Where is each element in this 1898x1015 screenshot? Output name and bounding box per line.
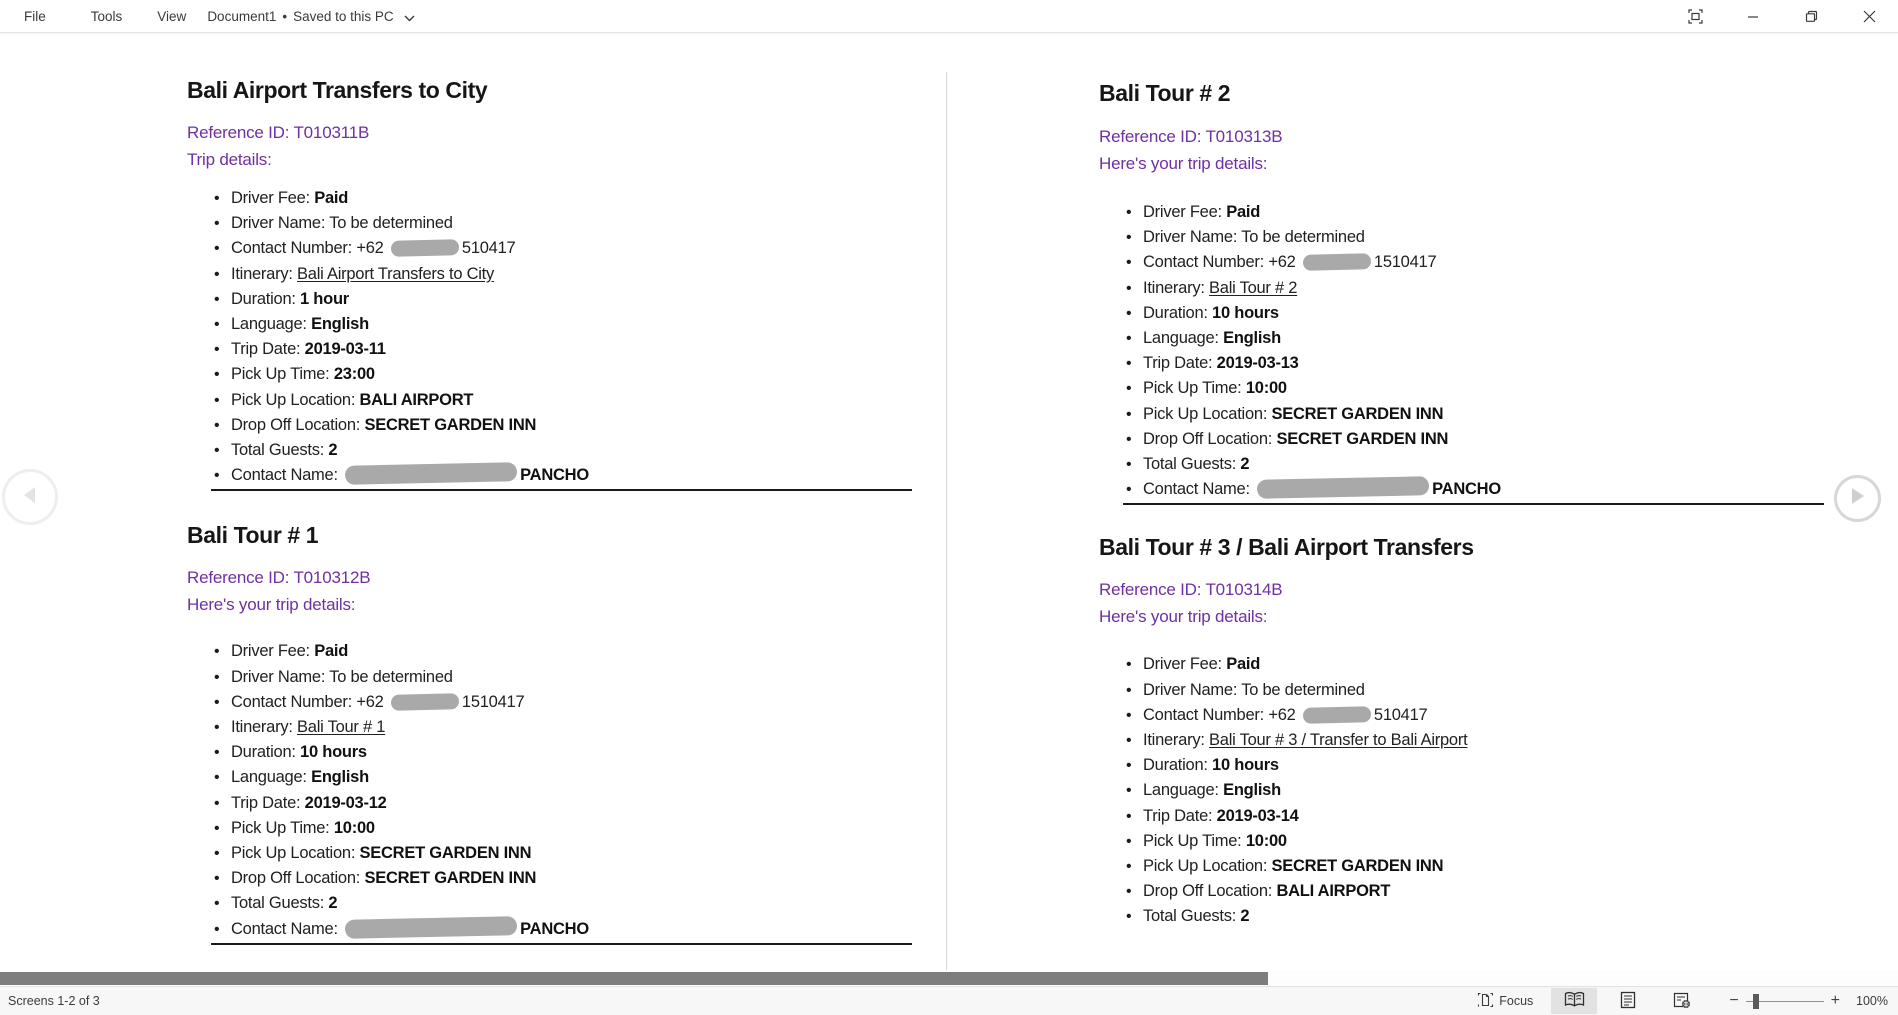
detail-item	[187, 791, 929, 816]
detail-text: Total Guests:	[231, 441, 329, 460]
web-layout-icon	[1673, 991, 1691, 1012]
chevron-down-icon	[404, 10, 415, 25]
detail-text: PANCHO	[520, 919, 589, 938]
focus-button[interactable]	[1463, 987, 1547, 1015]
status-bar	[0, 986, 1898, 1015]
detail-text: Duration:	[231, 289, 301, 308]
detail-text: Pick Up Location:	[1143, 404, 1272, 423]
read-mode-icon	[1564, 991, 1585, 1011]
redaction-blob	[1257, 476, 1429, 499]
detail-item	[187, 639, 929, 664]
detail-text: 2019-03-11	[304, 340, 386, 359]
detail-item	[1099, 452, 1841, 477]
redaction-blob	[345, 916, 517, 939]
print-layout-icon	[1620, 991, 1636, 1012]
detail-item	[1099, 804, 1841, 829]
detail-text: Driver Name:	[1143, 228, 1242, 247]
detail-text: 23:00	[333, 365, 375, 384]
detail-item	[187, 917, 929, 942]
restore-icon	[1805, 10, 1818, 23]
detail-text: Itinerary:	[231, 264, 298, 283]
detail-item	[1099, 728, 1841, 753]
detail-item	[187, 236, 929, 261]
detail-text: Contact Number:	[231, 692, 357, 711]
detail-text: Paid	[1226, 203, 1261, 221]
detail-text: Trip Date:	[231, 340, 305, 359]
detail-item	[1099, 753, 1841, 778]
detail-item	[1099, 402, 1841, 427]
document-page-1	[187, 33, 929, 945]
detail-text: To be determined	[1241, 680, 1365, 699]
detail-text: SECRET GARDEN INN	[359, 844, 532, 863]
detail-item	[187, 337, 929, 362]
redaction-blob	[1303, 706, 1371, 724]
section-title: Bali Tour # 3 / Bali Airport Transfers	[1099, 534, 1474, 561]
detail-text: Language:	[1143, 781, 1224, 800]
detail-text: 2	[328, 894, 338, 913]
detail-text: Itinerary:	[1143, 278, 1210, 297]
detail-text: Duration:	[1143, 756, 1213, 775]
detail-text: Driver Name:	[1143, 680, 1242, 699]
detail-text: Pick Up Location:	[231, 844, 360, 863]
detail-item	[1099, 351, 1841, 376]
zoom-in-button[interactable]: +	[1830, 992, 1840, 1009]
trip-details-intro: Here's your trip details:	[1099, 153, 1268, 173]
section-title: Bali Airport Transfers to City	[187, 77, 488, 103]
detail-item	[187, 740, 929, 765]
zoom-level[interactable]: 100%	[1856, 994, 1888, 1008]
zoom-slider[interactable]	[1746, 994, 1824, 1009]
detail-text: Contact Name:	[1143, 480, 1255, 499]
reference-id: Reference ID: T010311B	[187, 123, 370, 142]
next-screen-button[interactable]	[1834, 475, 1881, 522]
redaction-blob	[1303, 254, 1371, 272]
detail-item	[187, 715, 929, 740]
detail-text: SECRET GARDEN INN	[364, 415, 537, 434]
restore-button[interactable]	[1782, 0, 1840, 33]
detail-text: 1510417	[1373, 253, 1437, 272]
detail-text: Driver Name:	[231, 667, 330, 686]
detail-text: 2	[1240, 907, 1250, 926]
section-divider-rule	[211, 489, 912, 491]
detail-text: Duration:	[231, 743, 301, 762]
status-bar-right	[1463, 987, 1898, 1015]
reference-id: Reference ID: T010314B	[1099, 580, 1283, 600]
detail-item	[1099, 225, 1841, 250]
detail-text: Contact Number:	[1143, 253, 1269, 272]
detail-item	[187, 665, 929, 690]
reference-id: Reference ID: T010313B	[1099, 127, 1283, 146]
detail-item	[1099, 200, 1841, 225]
close-icon	[1863, 10, 1876, 23]
detail-item	[187, 388, 929, 413]
focus-label: Focus	[1499, 994, 1534, 1008]
detail-text: Pick Up Location:	[1143, 857, 1272, 876]
detail-text: PANCHO	[1432, 480, 1501, 499]
trip-details-list	[1099, 200, 1841, 502]
detail-text: 510417	[461, 239, 516, 258]
detail-text: To be determined	[329, 667, 453, 686]
detail-item	[187, 438, 929, 463]
detail-text: 2	[328, 441, 338, 460]
detail-text: Drop Off Location:	[231, 415, 365, 434]
detail-text: Paid	[1226, 655, 1261, 674]
horizontal-scrollbar-thumb[interactable]	[0, 972, 1268, 985]
horizontal-scrollbar[interactable]	[0, 970, 1898, 986]
detail-item	[187, 287, 929, 312]
trip-details-intro: Trip details:	[187, 149, 272, 169]
detail-text: Language:	[231, 315, 312, 334]
detail-text: 10:00	[1245, 831, 1287, 850]
zoom-slider-thumb[interactable]	[1753, 994, 1759, 1009]
detail-item	[187, 841, 929, 866]
detail-text: SECRET GARDEN INN	[1271, 404, 1444, 423]
reference-id: Reference ID: T010312B	[187, 568, 371, 588]
detail-text: To be determined	[1241, 228, 1365, 247]
menu-items	[0, 9, 207, 24]
detail-item	[187, 816, 929, 841]
arrow-left-icon	[21, 485, 39, 510]
saved-status: Saved to this PC	[293, 8, 394, 24]
detail-text: Driver Fee:	[231, 642, 315, 661]
detail-text: Paid	[314, 189, 349, 207]
detail-text: Total Guests:	[1143, 907, 1241, 926]
detail-text: 2	[1240, 455, 1250, 474]
detail-text: 2019-03-12	[304, 793, 387, 812]
detail-text: Driver Fee:	[1143, 203, 1227, 221]
section-divider-rule	[1123, 503, 1824, 505]
itinerary-section	[187, 75, 929, 491]
detail-item	[187, 891, 929, 916]
detail-text: English	[1223, 329, 1281, 348]
itinerary-link[interactable]: Bali Tour # 3 / Transfer to Bali Airport	[1209, 731, 1468, 750]
detail-text: 1 hour	[300, 289, 349, 308]
detail-item	[187, 690, 929, 715]
detail-item	[1099, 778, 1841, 803]
detail-text: Driver Name:	[231, 214, 330, 233]
detail-text: Contact Number:	[231, 239, 357, 258]
trip-details-list	[1099, 652, 1841, 929]
close-button[interactable]	[1840, 0, 1898, 33]
detail-item	[187, 312, 929, 337]
detail-item	[1099, 326, 1841, 351]
detail-text: Itinerary:	[1143, 731, 1210, 750]
fit-to-window-icon	[1688, 9, 1703, 24]
detail-item	[1099, 477, 1841, 502]
trip-details-intro: Here's your trip details:	[187, 594, 356, 614]
detail-text: To be determined	[329, 214, 453, 233]
detail-item	[187, 186, 929, 211]
itinerary-section	[1099, 532, 1841, 929]
detail-text: Total Guests:	[1143, 455, 1241, 474]
detail-item	[187, 866, 929, 891]
detail-item	[1099, 376, 1841, 401]
detail-text: Contact Name:	[231, 466, 343, 485]
title-separator: •	[282, 8, 288, 24]
detail-text: Pick Up Location:	[231, 390, 360, 409]
minimize-button[interactable]	[1724, 0, 1782, 33]
detail-item	[187, 413, 929, 438]
document-page-2	[1099, 33, 1841, 930]
web-layout-button[interactable]	[1659, 988, 1705, 1014]
detail-text: 510417	[1373, 705, 1428, 724]
read-mode-button[interactable]	[1551, 988, 1597, 1014]
section-divider-rule	[211, 943, 912, 945]
detail-text: Trip Date:	[1143, 354, 1217, 373]
detail-text: Total Guests:	[231, 894, 329, 913]
redaction-blob	[391, 693, 459, 711]
focus-icon	[1477, 992, 1494, 1011]
detail-text: Pick Up Time:	[231, 365, 334, 384]
detail-item	[1099, 703, 1841, 728]
detail-text: English	[311, 768, 369, 787]
detail-text: Paid	[314, 642, 349, 661]
screens-indicator: Screens 1-2 of 3	[8, 994, 100, 1008]
trip-details-list	[187, 639, 929, 941]
detail-text: BALI AIRPORT	[1276, 882, 1391, 901]
detail-text: Driver Fee:	[1143, 655, 1227, 674]
detail-item	[187, 463, 929, 488]
detail-text: BALI AIRPORT	[359, 390, 474, 409]
detail-item	[1099, 427, 1841, 452]
detail-text: Pick Up Time:	[1143, 831, 1246, 850]
detail-text: SECRET GARDEN INN	[364, 869, 537, 888]
detail-item	[1099, 250, 1841, 275]
detail-text: Itinerary:	[231, 718, 298, 737]
detail-text: +62	[356, 692, 388, 711]
minimize-icon	[1747, 11, 1759, 23]
detail-item	[187, 262, 929, 287]
document-title-button[interactable]	[207, 8, 414, 25]
detail-text: Contact Name:	[231, 919, 343, 938]
detail-item	[187, 765, 929, 790]
detail-text: Pick Up Time:	[231, 818, 334, 837]
trip-details-list	[187, 186, 929, 488]
previous-screen-button[interactable]	[2, 469, 58, 525]
itinerary-link[interactable]: Bali Tour # 1	[297, 718, 386, 737]
menu-file[interactable]: File	[24, 8, 46, 24]
detail-item	[187, 362, 929, 387]
detail-text: Drop Off Location:	[1143, 429, 1277, 448]
detail-item	[1099, 904, 1841, 929]
detail-item	[1099, 678, 1841, 703]
detail-text: +62	[1268, 705, 1300, 724]
detail-item	[1099, 829, 1841, 854]
detail-text: Language:	[231, 768, 312, 787]
detail-text: +62	[1268, 253, 1300, 272]
arrow-right-icon	[1850, 487, 1866, 510]
detail-item	[1099, 301, 1841, 326]
menu-view[interactable]: View	[157, 8, 187, 24]
detail-text: SECRET GARDEN INN	[1276, 429, 1449, 448]
detail-text: Language:	[1143, 329, 1224, 348]
detail-item	[1099, 652, 1841, 677]
detail-text: PANCHO	[520, 466, 589, 485]
detail-text: Drop Off Location:	[231, 869, 365, 888]
section-title: Bali Tour # 1	[187, 522, 319, 549]
menu-tools[interactable]: Tools	[90, 8, 123, 24]
detail-item	[1099, 854, 1841, 879]
detail-text: English	[311, 315, 369, 334]
detail-item	[187, 211, 929, 236]
app-titlebar	[0, 0, 1898, 33]
fit-to-window-button[interactable]	[1666, 0, 1724, 33]
detail-text: English	[1223, 781, 1281, 800]
detail-text: 10 hours	[1212, 303, 1279, 322]
detail-text: Contact Number:	[1143, 705, 1269, 724]
redaction-blob	[345, 462, 517, 485]
redaction-blob	[391, 240, 459, 258]
zoom-out-button[interactable]: −	[1729, 992, 1739, 1009]
detail-item	[1099, 276, 1841, 301]
detail-text: Driver Fee:	[231, 189, 315, 207]
detail-text: 2019-03-14	[1216, 806, 1299, 825]
detail-text: SECRET GARDEN INN	[1271, 857, 1444, 876]
detail-text: Duration:	[1143, 303, 1213, 322]
document-name: Document1	[207, 8, 277, 24]
section-title: Bali Tour # 2	[1099, 80, 1231, 106]
detail-text: 10 hours	[1212, 756, 1279, 775]
itinerary-section	[187, 520, 929, 944]
detail-text: Pick Up Time:	[1143, 379, 1246, 398]
detail-text: 10 hours	[300, 743, 367, 762]
detail-text: +62	[356, 239, 388, 258]
itinerary-link[interactable]: Bali Airport Transfers to City	[297, 264, 495, 283]
page-gap-divider	[946, 72, 947, 970]
detail-text: Trip Date:	[231, 793, 305, 812]
detail-text: 10:00	[1245, 379, 1287, 398]
window-controls	[1666, 0, 1898, 33]
detail-text: Drop Off Location:	[1143, 882, 1277, 901]
itinerary-link[interactable]: Bali Tour # 2	[1209, 278, 1298, 297]
print-layout-button[interactable]	[1605, 988, 1651, 1014]
itinerary-section	[1099, 78, 1841, 505]
detail-text: 2019-03-13	[1216, 354, 1299, 373]
trip-details-intro: Here's your trip details:	[1099, 606, 1268, 626]
detail-item	[1099, 879, 1841, 904]
detail-text: 10:00	[333, 818, 375, 837]
detail-text: Trip Date:	[1143, 806, 1217, 825]
detail-text: 1510417	[461, 692, 525, 711]
